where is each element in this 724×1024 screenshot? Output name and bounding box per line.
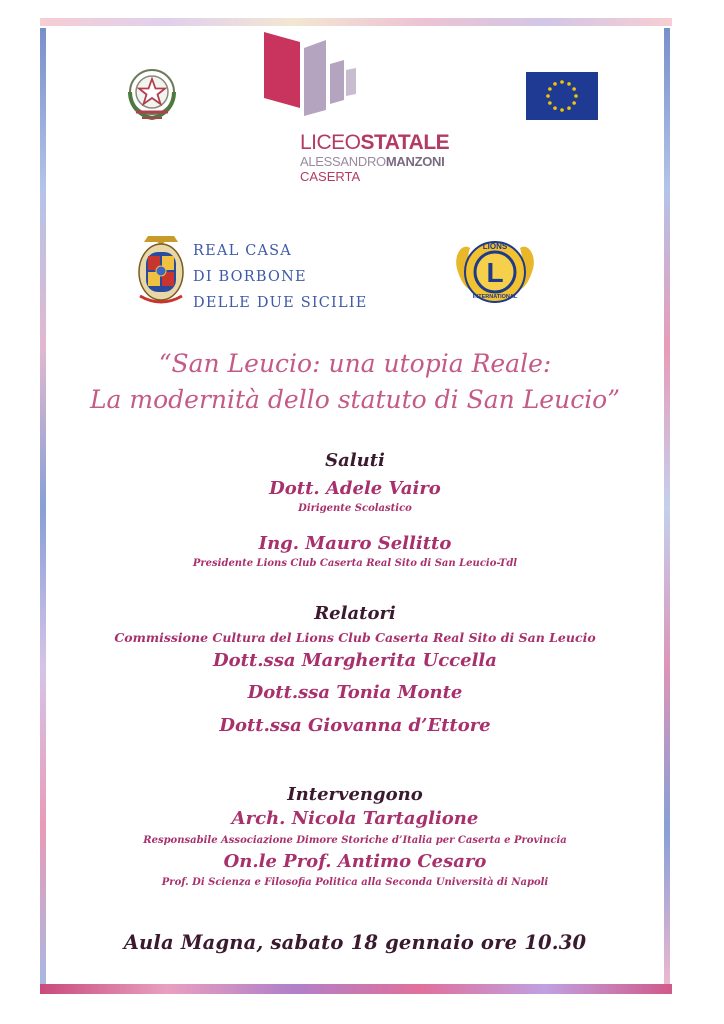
borbone-line1: REAL CASA <box>193 243 292 259</box>
eu-star-icon <box>560 80 564 84</box>
lions-letter: L <box>486 257 504 288</box>
speaker-role: Prof. Di Scienza e Filosofia Politica alla Seconda Università di Napoli <box>161 877 549 888</box>
italian-republic-emblem <box>122 62 182 126</box>
relatori-org: Commissione Cultura del Lions Club Caserta Real Sito di San Leucio <box>114 630 596 645</box>
frame-bottom <box>40 984 672 994</box>
liceo-line2: ALESSANDROMANZONI <box>300 154 445 169</box>
lions-bottom-text: INTERNATIONAL <box>472 294 518 300</box>
eu-star-icon <box>572 87 576 91</box>
borbone-wordmark <box>193 238 368 316</box>
frame-top <box>40 18 672 26</box>
frame-right <box>664 28 670 988</box>
speaker-name: Arch. Nicola Tartaglione <box>231 808 479 829</box>
speaker-role: Dirigente Scolastico <box>298 503 412 514</box>
relatore-name: Dott.ssa Margherita Uccella <box>213 650 497 671</box>
eu-star-icon <box>560 108 564 112</box>
borbone-crest <box>134 234 188 308</box>
relatore-name: Dott.ssa Giovanna d’Ettore <box>219 715 491 736</box>
eu-flag-icon <box>526 72 598 120</box>
title-line1: “San Leucio: una utopia Reale: <box>158 349 552 378</box>
eu-star-icon <box>567 106 571 110</box>
event-date-location: Aula Magna, sabato 18 gennaio ore 10.30 <box>123 931 587 954</box>
borbone-line2: DI BORBONE <box>193 269 307 285</box>
liceo-line3: CASERTA <box>300 169 361 184</box>
title-line2: La modernità dello statuto di San Leucio” <box>89 385 621 414</box>
relatore-name: Dott.ssa Tonia Monte <box>247 682 463 703</box>
eu-star-icon <box>548 87 552 91</box>
lions-top-text: LIONS <box>482 242 508 251</box>
liceo-line1: LICEOSTATALE <box>300 131 450 154</box>
liceo-wordmark <box>300 132 449 185</box>
eu-star-icon <box>574 94 578 98</box>
speaker-name: Ing. Mauro Sellitto <box>258 533 452 554</box>
eu-star-icon <box>572 101 576 105</box>
intervengono-heading: Intervengono <box>287 784 423 805</box>
speaker-role: Responsabile Associazione Dimore Storiche d’Italia per Caserta e Provincia <box>143 835 567 846</box>
eu-star-icon <box>567 82 571 86</box>
saluti-heading: Saluti <box>325 450 385 471</box>
speaker-name: On.le Prof. Antimo Cesaro <box>223 851 487 872</box>
speaker-name: Dott. Adele Vairo <box>269 478 441 499</box>
event-title <box>46 346 664 418</box>
lions-club-logo <box>452 232 538 312</box>
eu-star-icon <box>546 94 550 98</box>
borbone-line3: DELLE DUE SICILIE <box>193 295 368 311</box>
eu-star-icon <box>553 106 557 110</box>
eu-star-icon <box>548 101 552 105</box>
relatori-heading: Relatori <box>314 603 396 624</box>
speaker-role: Presidente Lions Club Caserta Real Sito di San Leucio-Tdl <box>192 558 518 569</box>
eu-star-icon <box>553 82 557 86</box>
liceo-logo-mark <box>264 30 360 116</box>
